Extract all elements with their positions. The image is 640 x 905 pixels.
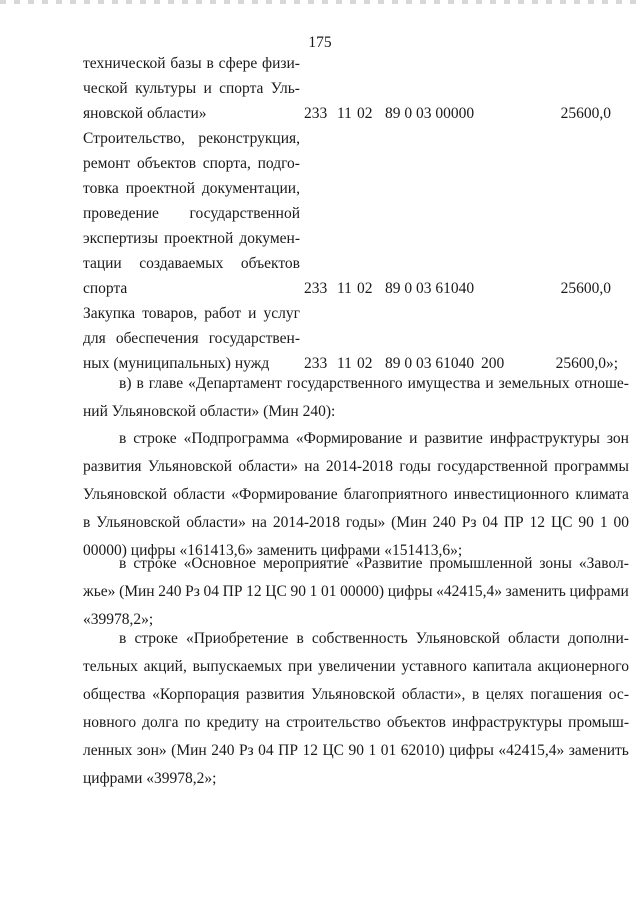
paragraph-line: в строке «Основное мероприятие «Развитие промышленной зоны «Завол- (119, 555, 629, 572)
row-text-line: ческой культуры и спорта Уль- (83, 80, 300, 97)
amount: 25600,0 (560, 280, 611, 297)
paragraph-line: «39978,2»; (83, 611, 154, 628)
paragraph-line: 00000) цифры «161413,6» заменить цифрами «151413,6»; (83, 542, 463, 559)
paragraph-line: ленных зон» (Мин 240 Рз 04 ПР 12 ЦС 90 1 01 62010) цифры «42415,4» заменить (83, 742, 629, 759)
target-article-code: 89 0 03 61040 (385, 355, 475, 372)
row-text-line: Строительство, реконструкция, (83, 130, 300, 147)
expense-type-code: 200 (481, 355, 505, 372)
paragraph (83, 375, 629, 431)
row-text-line: экспертизы проектной докумен- (83, 230, 300, 247)
ministry-code: 233 (304, 280, 328, 297)
row-text-line: для обеспечения государствен- (83, 330, 300, 347)
paragraph-line: в строке «Приобретение в собственность Ульяновской области дополни- (119, 630, 629, 647)
row-text-line: ремонт объектов спорта, подго- (83, 155, 300, 172)
table-rows-continued (83, 0, 618, 380)
paragraph (83, 430, 629, 570)
section-code: 11 (337, 105, 352, 122)
paragraph-line: ний Ульяновской области» (Мин 240): (83, 403, 336, 420)
paragraph (83, 630, 629, 798)
page-number: 175 (308, 34, 332, 51)
paragraph-line: в Ульяновской области» на 2014-2018 годы» (Мин 240 Рз 04 ПР 12 ЦС 90 1 00 (83, 514, 629, 531)
row-text-line: яновской области» (83, 105, 207, 122)
paragraph-line: тельных акций, выпускаемых при увеличении уставного капитала акционерного (83, 658, 629, 675)
row-text-line: проведение государственной (83, 205, 300, 222)
paragraph-line: в) в главе «Департамент государственного имущества и земельных отноше- (119, 375, 629, 392)
paragraph-line: жье» (Мин 240 Рз 04 ПР 12 ЦС 90 1 01 00000) цифры «42415,4» заменить цифрами (83, 583, 629, 600)
paragraph-line: новного долга по кредиту на строительство объектов инфраструктуры промыш- (83, 714, 629, 731)
paragraph-line: Ульяновской области «Формирование благоприятного инвестиционного климата (83, 486, 629, 503)
row-text-line: спорта (83, 280, 128, 297)
paragraph (83, 555, 629, 639)
paragraph-line: развития Ульяновской области» на 2014-2018 годы государственной программы (83, 458, 629, 475)
target-article-code: 89 0 03 00000 (385, 105, 475, 122)
subsection-code: 02 (357, 355, 373, 372)
amount: 25600,0 (560, 105, 611, 122)
target-article-code: 89 0 03 61040 (385, 280, 475, 297)
amount: 25600,0»; (555, 355, 618, 372)
row-text-line: тации создаваемых объектов (83, 255, 300, 272)
row-text-line: Закупка товаров, работ и услуг (83, 305, 300, 322)
row-text-line: технической базы в сфере физи- (83, 55, 300, 72)
paragraph-line: общества «Корпорация развития Ульяновской области», в целях погашения ос- (83, 686, 629, 703)
paragraph-line: цифрами «39978,2»; (83, 770, 217, 787)
subsection-code: 02 (357, 105, 373, 122)
section-code: 11 (337, 280, 352, 297)
row-text-line: товка проектной документации, (83, 180, 300, 197)
ministry-code: 233 (304, 355, 328, 372)
ministry-code: 233 (304, 105, 328, 122)
subsection-code: 02 (357, 280, 373, 297)
section-code: 11 (337, 355, 352, 372)
row-text-line: ных (муниципальных) нужд (83, 355, 270, 372)
paragraph-line: в строке «Подпрограмма «Формирование и развитие инфраструктуры зон (119, 430, 629, 447)
